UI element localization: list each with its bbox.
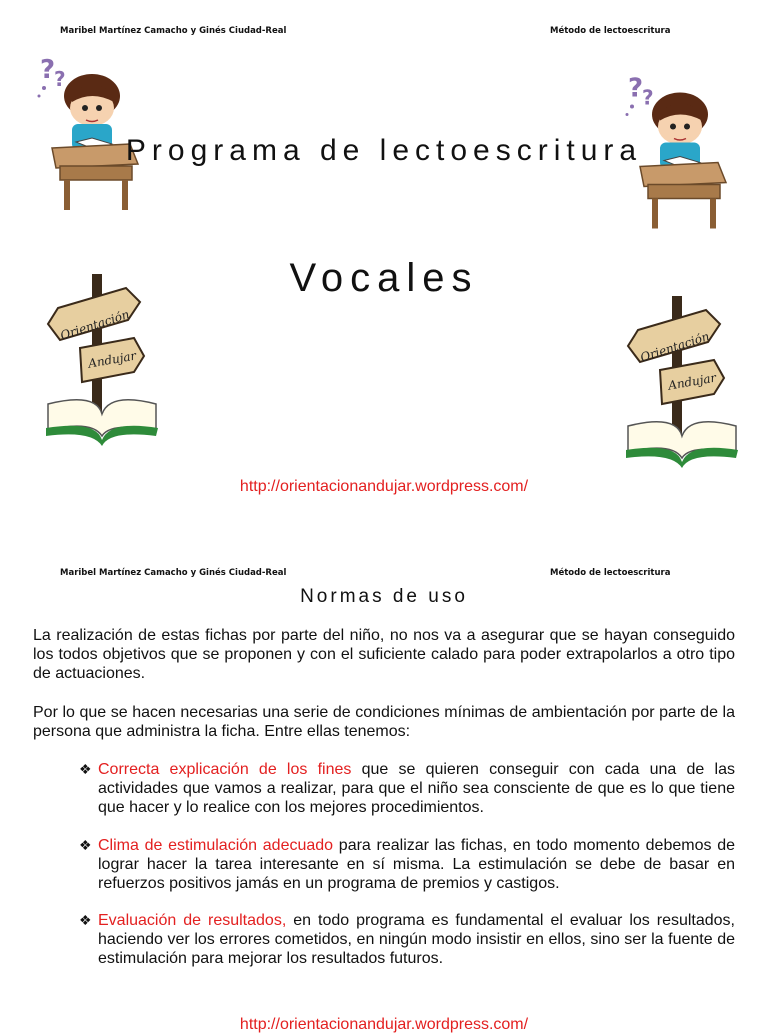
section-title-normas: Normas de uso [300,586,468,607]
bullet-highlight: Clima de estimulación adecuado [98,837,334,854]
signpost-book-illustration-left [30,264,164,448]
bullet-text: para realizar las fichas, en todo momento debemos de lograr hacer la tarea interesante en sí misma. La estimulación se debe de basar en refuerzos positivos jamás en un programa de premios y castigos. [98,837,736,892]
signpost-text-andujar: Andujar [87,348,138,371]
bullet-text: que se quieren conseguir con cada una de las actividades que vamos a realizar, para que el niño sea consciente de que es lo que tiene que hacer y lo realice con los mejores procedimientos. [98,761,735,816]
bullet-text: en todo programa es fundamental el evaluar los resultados, haciendo ver los errores cometidos, en ningún modo insistir en ellos, sino ser la fuente de estimulación para mejorar los resultados futuros. [98,912,736,967]
page-header-method: Método de lectoescritura [550,26,671,36]
svg-text:?: ? [40,56,56,85]
vocales-title: Vocales [289,256,479,300]
signpost-text-orientacion: Orientación [638,329,712,365]
program-title: Programa de lectoescritura [125,134,643,167]
bullet-diamond-icon: ❖ [79,761,92,777]
svg-text:?: ? [54,67,66,91]
bullet-highlight: Correcta explicación de los fines [98,761,352,778]
page-header-authors: Maribel Martínez Camacho y Ginés Ciudad-Real [60,26,287,36]
signpost-text-andujar: Andujar [667,370,718,393]
bullet-highlight: Evaluación de resultados, [98,912,287,929]
blog-link-footer[interactable]: http://orientacionandujar.wordpress.com/ [239,1016,529,1033]
paragraph-intro: La realización de estas fichas por parte del niño, no nos va a asegurar que se hayan conseguido los todos objetivos que se proponen y con el suficiente calado para poder extrapolarlos a otro tipo de actuaciones. [33,627,735,682]
signpost-text-orientacion: Orientación [58,307,132,343]
svg-text:?: ? [628,73,644,104]
list-item [80,836,735,893]
page-header-method: Método de lectoescritura [550,568,671,578]
signpost-book-illustration-right [610,286,744,470]
list-item [80,911,735,968]
bullet-diamond-icon: ❖ [79,912,92,928]
list-item [80,760,735,817]
blog-link[interactable]: http://orientacionandujar.wordpress.com/ [239,478,529,495]
paragraph-conditions: Por lo que se hacen necesarias una serie de condiciones mínimas de ambientación por parte de la persona que administra la ficha. Entre ellas tenemos: [33,704,735,740]
page-header-authors: Maribel Martínez Camacho y Ginés Ciudad-Real [60,568,287,578]
svg-text:?: ? [642,85,654,110]
bullet-diamond-icon: ❖ [79,837,92,853]
